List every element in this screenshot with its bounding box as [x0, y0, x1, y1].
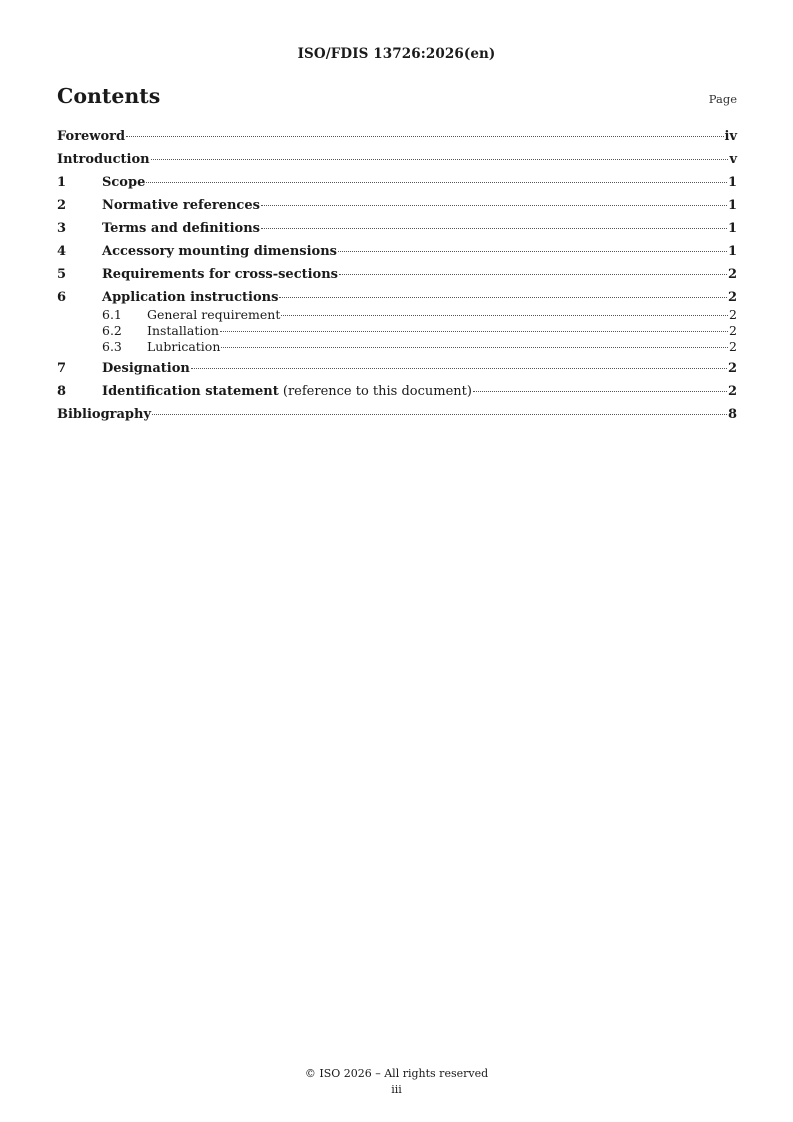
toc-entry-bibliography[interactable] — [57, 406, 737, 424]
toc-subentry-installation[interactable] — [57, 323, 737, 339]
toc-entry-number: 3 — [57, 221, 67, 236]
toc-entry-normative-references[interactable] — [57, 197, 737, 215]
toc-entry-title — [102, 383, 472, 401]
document-header: ISO/FDIS 13726:2026(en) — [297, 46, 496, 62]
toc-subentry-title: Lubrication — [147, 339, 221, 354]
copyright-notice: © ISO 2026 – All rights reserved — [304, 1067, 489, 1080]
contents-heading-bar — [57, 84, 737, 112]
toc-subentry-page: 2 — [729, 307, 737, 322]
toc-subentry-number: 6.3 — [102, 339, 122, 354]
toc-entry-title: Scope — [102, 175, 146, 190]
contents-title: Contents — [57, 84, 161, 108]
page-footer — [0, 1066, 793, 1098]
toc-entry-requirements-cross-sections[interactable] — [57, 266, 737, 284]
toc-entry-title: Designation — [102, 361, 190, 376]
toc-entry-title: Accessory mounting dimensions — [102, 244, 337, 259]
toc-entry-title: Application instructions — [102, 290, 279, 305]
toc-entry-page: 1 — [727, 175, 737, 190]
toc-subentry-lubrication[interactable] — [57, 339, 737, 355]
toc-entry-title: Foreword — [57, 129, 126, 144]
dot-leader — [146, 182, 727, 183]
toc-entry-page: 2 — [727, 384, 737, 399]
dot-leader — [279, 297, 727, 298]
toc-entry-scope[interactable] — [57, 174, 737, 192]
toc-subentry-general-requirement[interactable] — [57, 307, 737, 323]
toc-subentry-page: 2 — [729, 339, 737, 354]
dot-leader — [261, 205, 727, 206]
dot-leader — [151, 159, 729, 160]
toc-entry-number: 4 — [57, 244, 67, 259]
dot-leader — [338, 251, 727, 252]
dot-leader — [281, 315, 728, 316]
toc-entry-page: 1 — [727, 198, 737, 213]
toc-entry-page: v — [729, 152, 737, 167]
toc-entry-foreword[interactable] — [57, 128, 737, 146]
toc-entry-page: 2 — [727, 290, 737, 305]
toc-subentry-number: 6.2 — [102, 323, 122, 338]
toc-entry-designation[interactable] — [57, 360, 737, 378]
toc-entry-page: 2 — [727, 361, 737, 376]
toc-entry-number: 6 — [57, 290, 67, 305]
dot-leader — [152, 414, 727, 415]
toc-entry-page: 2 — [727, 267, 737, 282]
toc-entry-number: 1 — [57, 175, 67, 190]
page-column-label: Page — [708, 92, 737, 106]
toc-entry-page: iv — [724, 129, 737, 144]
toc-entry-accessory-mounting-dimensions[interactable] — [57, 243, 737, 261]
toc-entry-title: Introduction — [57, 152, 150, 167]
toc-subentry-title: General requirement — [147, 307, 281, 322]
toc-subentry-number: 6.1 — [102, 307, 122, 322]
table-of-contents — [57, 128, 737, 424]
toc-entry-page: 1 — [727, 221, 737, 236]
page-number: iii — [391, 1083, 402, 1096]
toc-subentry-title: Installation — [147, 323, 219, 338]
dot-leader — [191, 368, 727, 369]
toc-entry-title-suffix: (reference to this document) — [278, 384, 472, 399]
toc-entry-title: Bibliography — [57, 407, 152, 422]
toc-entry-page: 8 — [727, 407, 737, 422]
dot-leader — [473, 391, 727, 392]
toc-entry-title: Normative references — [102, 198, 260, 213]
toc-subentry-page: 2 — [729, 323, 737, 338]
toc-entry-number: 7 — [57, 361, 67, 376]
toc-entry-number: 2 — [57, 198, 67, 213]
toc-entry-introduction[interactable] — [57, 151, 737, 169]
toc-entry-number: 8 — [57, 384, 67, 399]
toc-entry-number: 5 — [57, 267, 67, 282]
dot-leader — [339, 274, 727, 275]
toc-entry-title-bold: Identification statement — [102, 384, 279, 399]
toc-entry-application-instructions[interactable] — [57, 289, 737, 307]
dot-leader — [126, 136, 723, 137]
toc-entry-title: Terms and definitions — [102, 221, 260, 236]
dot-leader — [221, 347, 728, 348]
toc-entry-page: 1 — [727, 244, 737, 259]
dot-leader — [220, 331, 728, 332]
toc-entry-identification-statement[interactable] — [57, 383, 737, 401]
toc-entry-title: Requirements for cross-sections — [102, 267, 338, 282]
toc-entry-terms-and-definitions[interactable] — [57, 220, 737, 238]
dot-leader — [261, 228, 727, 229]
